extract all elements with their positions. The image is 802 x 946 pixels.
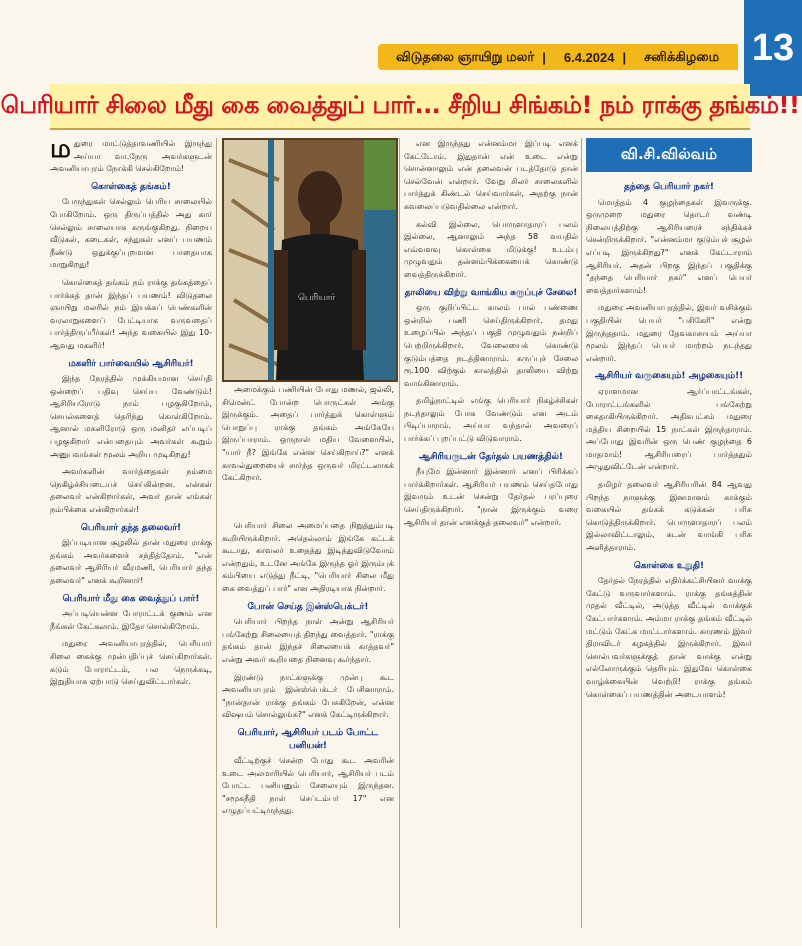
masthead-divider: |	[542, 49, 546, 65]
headline-banner	[0, 84, 800, 130]
subheading: பெரியார், ஆசிரியர் படம் போட்ட பனியன்!	[237, 727, 379, 751]
masthead	[378, 44, 738, 70]
subheading: பெரியார் தந்த தலைவர்!	[80, 522, 182, 533]
paragraph: கொள்கைத் தங்கம் நம் ராக்கு தங்கத்தைப் பார்க்கத் தான் இந்தப் பயணம்! விடுதலை ஞாயிறு மலரில் நம் இயக்கப் பெண்களின் வரலாறுகளைப் பேட்டியாக வருவதைப் பார்த்திருப்பீர்கள்! அந்த வகையில் இது 10-ஆவது மகளிர்!	[50, 277, 212, 350]
subheading: போன் செய்த இன்ஸ்பெக்டர்!	[247, 601, 369, 612]
article-column-1	[50, 138, 212, 928]
paragraph: இந்த நேரத்தில் முக்கியமான செய்தி ஒன்றைப் பதிவு செய்ய வேண்டும்! ஆசிரியரோடு நாம் பழகுகிறோம், செயல்களைத் தெரிந்து கொள்கிறோம். ஆனால் மகளிரோடு ஒரு மனிதர் எப்படிப் பழகுகிறார் என்பதையும் அவர்கள் கூறும் அனுபவங்கள் மூலம் அறிய முடிகிறது!	[50, 374, 212, 459]
paragraph: அமைக்கும் பணியின் போது மணல், ஜல்லி, சிமென்ட் போன்ற பொருட்கள் அங்கு இருக்கும். அதைப் பார்த்துக் கொள்ளும் பொறுப்பு ராக்கு தங்கம் அங்கேயே இருப்பாராம். ஒருநாள் மதிய வேளையில், "யார் நீ? இங்கே என்ன செய்கிறாய்?" எனக் காவல்துறையைச் சார்ந்த ஒருவர் மிரட்டலாகக் கேட்கிறார்.	[222, 385, 394, 483]
article-column-3	[404, 138, 578, 928]
article-column-2	[222, 520, 394, 928]
paragraph: பெரியார் பிறந்த நாள் அன்று ஆசிரியர் பங்கேற்று சிலையைத் திறந்து வைத்தார். "ராக்கு தங்கம் தான் இந்தச் சிலையைக் காத்தவர்" என்று அவர் கூறியதை நினைவு கூர்ந்தார்.	[222, 617, 394, 664]
subheading: பெரியார் மீது கை வைத்துப் பார்!	[62, 593, 200, 604]
intro-paragraph: துரை மாட்டுத்தாவணியில் இருந்து அய்யா வா.நேரு அவர்களுடன் அவனியாபுரம் நோக்கி செல்கிறோம்!	[50, 139, 212, 174]
paragraph: தமிழ்நாட்டில் எங்கு பெரியார் நிகழ்ச்சிகள் நடந்தாலும் போக வேண்டும் என அடம் பிடிப்பாராம். அய்யா வந்தால் அவரைப் பார்க்கப் புறப்பட்டு விடுவாராம்.	[404, 396, 578, 444]
headline: பெரியார் சிலை மீது கை வைத்துப் பார்... சீறிய சிங்கம்! நம் ராக்கு தங்கம்!!	[0, 90, 800, 119]
subheading: தாலியை விற்று வாங்கிய சுருப்புச் சேலை!	[404, 287, 578, 298]
paragraph: மதுரை அவனியாபுரத்தில், பெரியார் சிலை கைக்கு முன்பதிப்புச் செய்கிறார்கள். கடும் போராட்டம், பல நெருக்கடி, இறுதியாக ஏற்பாடு செய்துவிட்டார்கள்.	[50, 639, 212, 687]
subheading: கொள்கை உறுதி!	[633, 560, 705, 571]
portrait-illustration	[224, 140, 396, 380]
paragraph: பெரியார் சிலை அமைப்பதை நிறுத்தும்படி கூறியிருக்கிறார். அதெல்லாம் இங்கே கட்டக் கூடாது, காவலர் உதைத்து இடித்துவிடுவோம் என்றதும், உடனே அங்கே இருந்த ஓர் இரும்புக் கம்பியை எடுத்து நீட்டி, "பெரியார் சிலை மீது கை வைத்துப் பார்" என அதிரடியாக நின்றார்.	[222, 521, 394, 593]
paragraph: இப்படியான சூழலில் தான் மதுரை ராக்கு தங்கம் அவர்களைச் சந்தித்தோம். "என் தலைவர் ஆசிரியர் வீரமணி, பெரியார் தந்த தலைவர்" எனக் கூறினார்!	[50, 538, 212, 585]
column-divider	[216, 138, 217, 928]
paragraph: வீட்டிற்குச் சென்ற போது கூட அவரின் உடை அலமாரியில் பெரியார், ஆசிரியர் படம் போட்ட பனியனும் சேலையும் இருந்தன. "சமூகநீதி நாள் செப்டம்பர் 17" என எழுதப்பட்டிருந்தது.	[222, 756, 394, 816]
masthead-divider: |	[622, 49, 627, 65]
subheading: மகளிர் பார்வையில் ஆசிரியர்!	[68, 358, 194, 369]
paragraph: என இருந்தது என்னம்மா இப்படி எனக் கேட்டோம். இதுதான் என் உடை என்று சொன்னாலும் என் தலைவன் படத்தோடு தான் செல்வேன் என்றார். வேறு சிலர் சாலைகளில் பார்த்துக் கிண்டல் செய்வார்கள், அதற்கு நான் கவலைப்படுவதில்லை என்றார்.	[404, 139, 578, 211]
paragraph: அப்படியென்ன போராட்டக் குணம் என நீங்கள் கேட்கலாம். இதோ சொல்கிறோம்.	[50, 609, 212, 631]
paragraph: தமிழர் தலைவர் ஆசிரியரின் 84 ஆவது பிறந்த நாளுக்கு இனமானம் காக்கும் வகையில் தங்கக் கடுக்கன் பரிசு கொடுத்திருக்கிறார். பொருளாதாரப் பலம் இல்லாவிட்டாலும், கடன் வாங்கி பரிசு அளித்தாராம்.	[586, 480, 752, 553]
paragraph: நீயுமே இன்னார் இன்னார் எனப் பிரிக்கப் பார்க்கிறார்கள். ஆசிரியர் பயணம் செய்தபோது இவரும் உடன் சென்று தேர்தல் பரப்புரை செய்திருக்கிறார். "நான் இருக்கும் வரை ஆசிரியர் தான் எனக்குத் தலைவர்" என்றார்.	[404, 467, 578, 527]
subheading: ஆசிரியருடன் தேர்தல் பயணத்தில்!	[418, 451, 564, 462]
paragraph: பேருந்துகள் செல்லும் பெரிய சாலையில் போகிறோம். ஒரு திருப்பத்தில் அது கார் செல்லும் சாலையாக சுருங்குகிறது. நிறைய வீடுகள், கடைகள், சந்துகள் எனப் பயணம் நீண்டு ஒதுக்குப்புறமான பாதையாக மாறுகிறது!	[50, 197, 212, 270]
subheading: தந்தை பெரியார் நகர்!	[624, 182, 714, 192]
svg-text:பெரியார்: பெரியார்	[298, 293, 336, 303]
paragraph: மதுரை அவனியாபுரத்தில், இவர் வசிக்கும் பகுதியின் பெயர் "பசிகேரி" என்று இருந்ததாம். மதுரை தேவகாசாயம் அய்யா மூலம் இந்தப் பெயர் மாற்றம் நடந்தது என்றார்.	[586, 303, 752, 363]
article-column-4	[586, 178, 752, 928]
column-divider	[399, 138, 400, 928]
paragraph: தேர்தல் நேரத்தில் எதிர்க்கட்சியினர் வாக்கு கேட்டு வருவார்களாம். ராக்கு தங்கத்தின் முதல் வீட்டில், அடுத்த வீட்டில் வாக்குக் கேட்பார்களாம். அம்மா ராக்கு தங்கம் வீட்டில் மட்டும் கேட்க மாட்டார்களாம். காரணம் இவர் திராவிடர் கழகத்தில் இருக்கிறார். இவர் சொல்பவர்களுக்குத் தான் வாக்கு என்று எல்லோருக்கும் தெரியும். இதுவே கொள்கை வாழ்க்கையின் வெற்றி! ராக்கு தங்கம் கொள்கைப் பயணத்தின் அடையாளம்!	[586, 576, 752, 699]
subheading: ஆசிரியர் வருகையும்! அழகையும்!!	[594, 371, 744, 382]
paragraph: ஒரு குறிப்பிட்ட காலம் பால் பண்ணை ஒன்றில் பணி செய்திருக்கிறார். தமது உழைப்பில் அந்தப் பகுதி முழுவதும் நன்றிப் பெற்றிருக்கிறார். வேலையைக் கொண்டு குடும்பத்தை நடத்தினாராம். கருப்புச் சேலை ரூ.100 விற்கும் காலத்தில் தாலியை விற்று வாங்கினாராம்.	[404, 303, 578, 388]
paragraph: மொத்தம் 4 குழந்தைகள் இவருக்கு. ஒருமுறை மதுரை தொடர் வண்டி நிலையத்திற்கு ஆசிரியரைச் சந்திக்கச் சென்றிருக்கிறார். "என்னம்மா குடும்பச் சூழல் எப்படி இருக்கிறது?" எனக் கேட்டாராம் ஆசிரியர். அதன் பிறகு இந்தப் பகுதிக்கு "தந்தை பெரியார் நகர்" எனப் பெயர் வைத்தார்களாம்!	[586, 197, 752, 295]
issue-day: சனிக்கிழமை	[644, 48, 720, 64]
subheading: கொள்கைத் தங்கம்!	[91, 181, 171, 192]
paragraph: கல்வி இல்லை, பொருளாதாரப் பலம் இல்லை, ஆனாலும் அந்த 58 வயதில் எவ்வளவு கொள்கை மிடுக்கு! உடம்பு முழுவதும் தன்னம்பிக்கையைக் கொண்டு வைத்திருக்கிறார்.	[404, 219, 578, 279]
photo-caption-text	[222, 384, 394, 516]
column-divider	[581, 138, 582, 928]
author-byline: வி.சி.வில்வம்	[586, 138, 752, 172]
page-number: 13	[744, 0, 802, 96]
portrait-photo	[222, 138, 398, 382]
paragraph: அவர்களின் வார்த்தைகள் நம்மை நெகிழ்ச்சியடையச் செய்கின்றன. என்கள் தலைவர் என்கிறார்கள், அவர் தான் எங்கள் நம்பிக்கை என்கிறார்கள்!	[50, 467, 212, 515]
supplement-title: விடுதலை ஞாயிறு மலர்	[396, 48, 535, 64]
drop-cap: ம	[50, 138, 71, 164]
issue-date: 6.4.2024	[563, 49, 615, 65]
paragraph: இரண்டு நாட்களுக்கு முன்பு கூட அவனியாபுரம் இன்ஸ்பெக்டர் பேசினாராம். "நான்தான் ராக்கு தங்கம் பேசுகிறேன், என்ன விஷயம் சொல்லுங்க?" எனக் கேட்டிருக்கிறார்.	[222, 672, 394, 720]
paragraph: ஏராளமான ஆர்ப்பாட்டங்கள், போராட்டங்களில் பங்கேற்று கைதாகியிருக்கிறார். அதிகபட்சம் மதுரை மத்திய சிறையில் 15 நாட்கள் இருந்தாராம். அப்போது இவரின் ஒரு பெண் குழந்தை 6 மாதமாம்! ஆசிரியரைப் பார்த்ததும் அழுதுவிட்டேன் என்றார்.	[586, 386, 752, 472]
